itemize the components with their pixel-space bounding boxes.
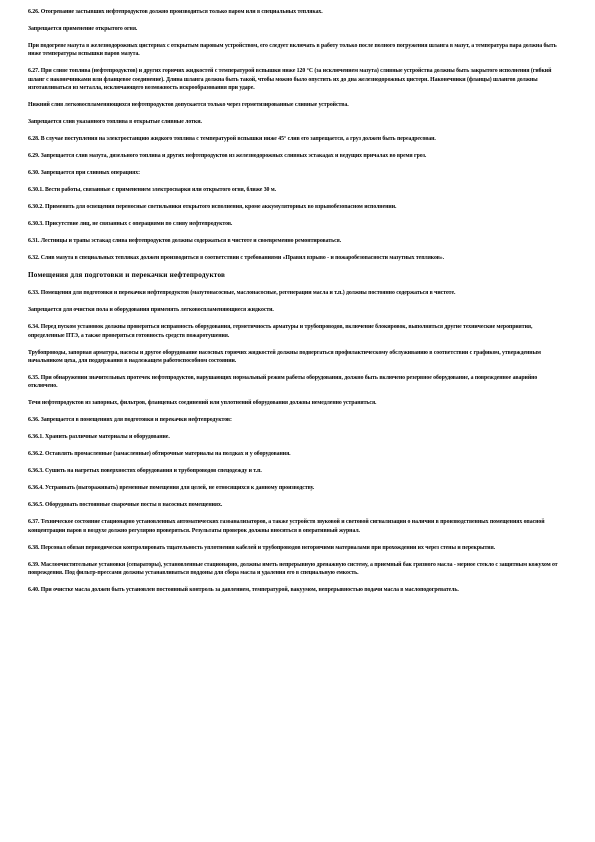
- paragraph-6-36-3: 6.36.3. Сушить на нагретых поверхностях оборудования и трубопроводов спецодежду и т.п.: [28, 468, 262, 475]
- document-page: [28, 8, 568, 603]
- paragraph-bottom-drain: Нижний слив легковоспламеняющихся нефтепродуктов допускается только через герметизированные сливные устройства.: [28, 102, 349, 109]
- paragraph-6-35: 6.35. При обнаружении значительных протечек нефтепродуктов, нарушающих нормальный режим работы оборудования, должно быть включено резервное оборудование, а поврежденное аварийно отключено.: [28, 375, 538, 390]
- paragraph-leaks: Течи нефтепродуктов из запорных, фильтров, фланцевых соединений или уплотнений оборудования должны немедленно устраняться.: [28, 400, 377, 407]
- paragraph-6-36-1: 6.36.1. Хранить различные материалы и оборудование.: [28, 434, 170, 441]
- paragraph-6-34: 6.34. Перед пуском установок должны проверяться исправность оборудования, герметичность арматуры и трубопроводов, включение блокировок, выполняться другие технические мероприятия, определенные ПТЭ, а также проверяться готовность средств пожаротушения.: [28, 324, 533, 339]
- section-title: Помещения для подготовки и перекачки нефтепродуктов: [28, 271, 226, 280]
- paragraph-6-37: 6.37. Техническое состояние стационарно установленных автоматических газоанализаторов, а также устройств звуковой и световой сигнализации о наличии в производственных помещениях опасной концентрации паров в воздухе должно регулярно проверяться. Результаты проверок должны вноситься в оперативный журнал.: [28, 519, 545, 534]
- paragraph-6-27: 6.27. При сливе топлива (нефтепродуктов) и других горючих жидкостей с температурой вспышки ниже 120 °С (за исключением мазута) сливные устройства должны быть закрытого исполнения (гибкий шланг с наконечниками или фланцевое соединение). Длина шланга должна быть такой, чтобы можно было опустить их до дна железнодорожных цистерн. Наконечники (фланцы) шлангов должны изготавливаться из металла, исключающего возможность искрообразования при ударе.: [28, 68, 552, 92]
- paragraph-6-36-2: 6.36.2. Оставлять промасленные (замасленные) обтирочные материалы на полдках и у оборудования.: [28, 451, 291, 458]
- paragraph-6-30-2: 6.30.2. Применять для освещения переносные светильники открытого исполнения, кроме аккумуляторных во взрывобезопасном исполнении.: [28, 204, 397, 211]
- paragraph-6-29: 6.29. Запрещается слив мазута, дизельного топлива и других нефтепродуктов из железнодорожных сливных эстакадах и ведущих причалах во время гроз.: [28, 153, 427, 160]
- paragraph-6-39: 6.39. Маслоочистительные установки (сепараторы), установленные стационарно, должны иметь непрерывную дренажную систему, а приемный бак грязного масла - мерное стекло с защитным кожухом от повреждения. Под фильтр-прессами должны устанавливаться поддоны для сбора масла и удаления его в специальную емкость.: [28, 561, 558, 577]
- paragraph-6-31: 6.31. Лестницы и трапы эстакад слива нефтепродуктов должны содержаться в чистоте и своевременно ремонтироваться.: [28, 238, 342, 245]
- paragraph-6-38: 6.38. Персонал обязан периодически контролировать тщательность уплотнения кабелей и трубопроводов негорючими материалами при прохождении их через стены и перекрытия.: [28, 544, 496, 551]
- paragraph-6-28: 6.28. В случае поступления на электростанцию жидкого топлива с температурой вспышки ниже 45° слив его запрещается, а груз должен быть переадресован.: [28, 136, 436, 143]
- paragraph-6-30: 6.30. Запрещается при сливных операциях:: [28, 170, 140, 177]
- paragraph-mazut-heating: При подогреве мазута в железнодорожных цистернах с открытым паровым устройством, его следует включать в работу только после полного погружения шланга в мазут, а температура пара должна быть ниже температуры вспышки паров мазута.: [28, 43, 557, 58]
- paragraph-6-26: 6.26. Отогревание застывших нефтепродуктов должно производиться только паром или в специальных тепляках.: [28, 9, 323, 15]
- paragraph-6-32: 6.32. Слив мазута в специальных тепляках должен производиться в соответствии с требованиями «Правил взрыво - и пожаробезопасности мазутных тепляков».: [28, 255, 445, 262]
- paragraph-6-30-1: 6.30.1. Вести работы, связанные с применением электросварки или открытого огня, ближе 30 м.: [28, 187, 277, 194]
- paragraph-6-40: 6.40. При очистке масла должен быть установлен постоянный контроль за давлением, температурой, вакуумом, непрерывностью подачи масла в маслоподогреватель.: [28, 587, 459, 594]
- paragraph-6-36: 6.36. Запрещается в помещениях для подготовки и перекачки нефтепродуктов:: [28, 417, 232, 424]
- paragraph-floor-cleaning: Запрещается для очистки пола и оборудования применять легковоспламеняющиеся жидкости.: [28, 307, 274, 314]
- paragraph-6-36-5: 6.36.5. Оборудовать постоянные сварочные посты в насосных помещениях.: [28, 502, 223, 509]
- paragraph-6-33: 6.33. Помещения для подготовки и перекачки нефтепродуктов (мазутонасосные, маслонасосные, регенерации масла и т.п.) должны постоянно содержаться в чистоте.: [28, 290, 456, 297]
- paragraph-open-trays: Запрещается слив указанного топлива в открытые сливные лотки.: [28, 119, 202, 126]
- paragraph-pipelines: Трубопроводы, запорная арматура, насосы и другое оборудование насосных горючих жидкостей должны подвергаться профилактическому обслуживанию в соответствии с графиком, утвержденным начальником цеха, для поддержания в надлежащем работоспособном состоянии.: [28, 349, 541, 365]
- paragraph-6-30-3: 6.30.3. Присутствие лиц, не связанных с операциями по сливу нефтепродуктов.: [28, 221, 233, 228]
- paragraph-open-fire: Запрещается применение открытого огня.: [28, 26, 138, 32]
- paragraph-6-36-4: 6.36.4. Устраивать (выгораживать) временные помещения для целей, не относящихся к данному производству.: [28, 485, 315, 492]
